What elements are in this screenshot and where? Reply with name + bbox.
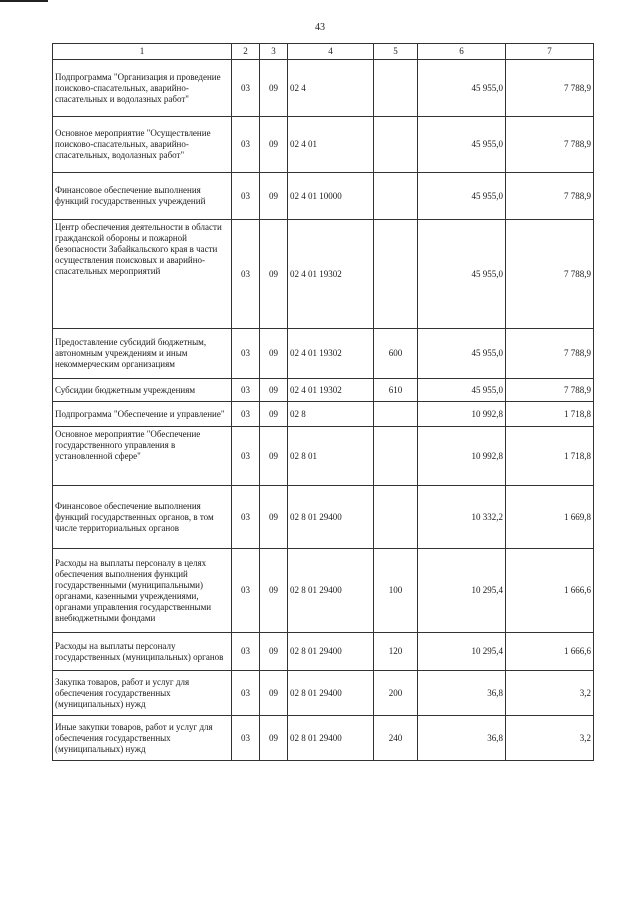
row-section-code: 03 [232,60,260,117]
row-expense-type: 100 [374,549,418,633]
table-row [53,671,594,716]
row-name: Подпрограмма "Обеспечение и управление" [53,402,232,427]
row-expense-type [374,173,418,220]
row-amount-col7: 7 788,9 [506,329,594,379]
row-subsection-code: 09 [260,60,288,117]
row-section-code: 03 [232,716,260,761]
row-expense-type [374,402,418,427]
row-expense-type [374,60,418,117]
row-subsection-code: 09 [260,379,288,402]
row-expense-type [374,117,418,173]
table-row [53,549,594,633]
row-amount-col7: 7 788,9 [506,60,594,117]
row-amount-col6: 45 955,0 [418,117,506,173]
row-section-code: 03 [232,173,260,220]
row-amount-col7: 1 718,8 [506,402,594,427]
row-amount-col6: 10 992,8 [418,402,506,427]
row-expense-type [374,427,418,486]
row-subsection-code: 09 [260,402,288,427]
row-amount-col6: 45 955,0 [418,60,506,117]
row-target-code: 02 4 01 10000 [288,173,374,220]
row-target-code: 02 8 01 [288,427,374,486]
row-amount-col7: 1 666,6 [506,549,594,633]
row-amount-col6: 36,8 [418,671,506,716]
table-row [53,220,594,329]
row-target-code: 02 4 [288,60,374,117]
row-subsection-code: 09 [260,486,288,549]
table-row [53,379,594,402]
row-name: Расходы на выплаты персоналу в целях обеспечения выполнения функций государственными (муниципальными) органами, казенными учреждениями, органами управления государственными внебюджетными фондами [53,549,232,633]
row-target-code: 02 8 01 29400 [288,549,374,633]
row-amount-col7: 1 669,8 [506,486,594,549]
row-name: Предоставление субсидий бюджетным, автономным учреждениям и иным некоммерческим организациям [53,329,232,379]
column-header: 1 [53,44,232,60]
row-subsection-code: 09 [260,220,288,329]
column-header: 6 [418,44,506,60]
row-target-code: 02 8 01 29400 [288,716,374,761]
row-subsection-code: 09 [260,716,288,761]
table-row [53,329,594,379]
row-name: Субсидии бюджетным учреждениям [53,379,232,402]
row-target-code: 02 4 01 [288,117,374,173]
row-subsection-code: 09 [260,427,288,486]
row-section-code: 03 [232,117,260,173]
row-expense-type: 600 [374,329,418,379]
row-name: Иные закупки товаров, работ и услуг для обеспечения государственных (муниципальных) нужд [53,716,232,761]
column-header: 2 [232,44,260,60]
row-target-code: 02 8 01 29400 [288,633,374,671]
row-target-code: 02 4 01 19302 [288,379,374,402]
row-expense-type: 240 [374,716,418,761]
row-amount-col6: 45 955,0 [418,379,506,402]
table-row [53,117,594,173]
row-name: Расходы на выплаты персоналу государственных (муниципальных) органов [53,633,232,671]
row-name: Подпрограмма "Организация и проведение поисково-спасательных, аварийно-спасательных и водолазных работ" [53,60,232,117]
row-target-code: 02 4 01 19302 [288,220,374,329]
row-amount-col7: 1 718,8 [506,427,594,486]
row-target-code: 02 8 01 29400 [288,486,374,549]
row-section-code: 03 [232,671,260,716]
row-section-code: 03 [232,549,260,633]
row-target-code: 02 8 [288,402,374,427]
row-expense-type: 120 [374,633,418,671]
table-row [53,173,594,220]
row-amount-col6: 10 992,8 [418,427,506,486]
row-subsection-code: 09 [260,173,288,220]
table-row [53,402,594,427]
table-row [53,633,594,671]
table-row [53,716,594,761]
row-section-code: 03 [232,633,260,671]
row-name: Финансовое обеспечение выполнения функций государственных органов, в том числе территориальных органов [53,486,232,549]
row-name: Закупка товаров, работ и услуг для обеспечения государственных (муниципальных) нужд [53,671,232,716]
row-amount-col7: 7 788,9 [506,173,594,220]
row-amount-col7: 7 788,9 [506,220,594,329]
table-body [53,44,594,761]
table-row [53,60,594,117]
row-amount-col6: 45 955,0 [418,173,506,220]
column-header: 5 [374,44,418,60]
row-amount-col6: 45 955,0 [418,329,506,379]
row-amount-col6: 10 295,4 [418,633,506,671]
row-subsection-code: 09 [260,671,288,716]
row-expense-type: 610 [374,379,418,402]
row-expense-type: 200 [374,671,418,716]
row-subsection-code: 09 [260,633,288,671]
row-subsection-code: 09 [260,117,288,173]
row-amount-col7: 3,2 [506,671,594,716]
row-target-code: 02 4 01 19302 [288,329,374,379]
row-name: Центр обеспечения деятельности в области гражданской обороны и пожарной безопасности Забайкальского края в части осуществления поисковых и аварийно-спасательных мероприятий [53,220,232,329]
row-subsection-code: 09 [260,329,288,379]
column-header: 7 [506,44,594,60]
row-amount-col7: 7 788,9 [506,117,594,173]
row-name: Финансовое обеспечение выполнения функций государственных учреждений [53,173,232,220]
row-section-code: 03 [232,329,260,379]
row-expense-type [374,486,418,549]
row-section-code: 03 [232,486,260,549]
column-header: 3 [260,44,288,60]
row-subsection-code: 09 [260,549,288,633]
row-amount-col7: 3,2 [506,716,594,761]
row-section-code: 03 [232,379,260,402]
row-section-code: 03 [232,427,260,486]
row-name: Основное мероприятие "Обеспечение государственного управления в установленной сфере" [53,427,232,486]
corner-scan-mark [0,0,48,2]
row-section-code: 03 [232,402,260,427]
budget-table [52,43,594,761]
row-expense-type [374,220,418,329]
row-target-code: 02 8 01 29400 [288,671,374,716]
row-name: Основное мероприятие "Осуществление поисково-спасательных, аварийно-спасательных, водолазных работ" [53,117,232,173]
table-row [53,427,594,486]
row-amount-col6: 10 332,2 [418,486,506,549]
row-amount-col7: 1 666,6 [506,633,594,671]
table-row [53,486,594,549]
row-amount-col6: 36,8 [418,716,506,761]
column-header: 4 [288,44,374,60]
row-amount-col6: 10 295,4 [418,549,506,633]
table-header-row [53,44,594,60]
row-section-code: 03 [232,220,260,329]
row-amount-col6: 45 955,0 [418,220,506,329]
page-number: 43 [315,22,325,33]
row-amount-col7: 7 788,9 [506,379,594,402]
